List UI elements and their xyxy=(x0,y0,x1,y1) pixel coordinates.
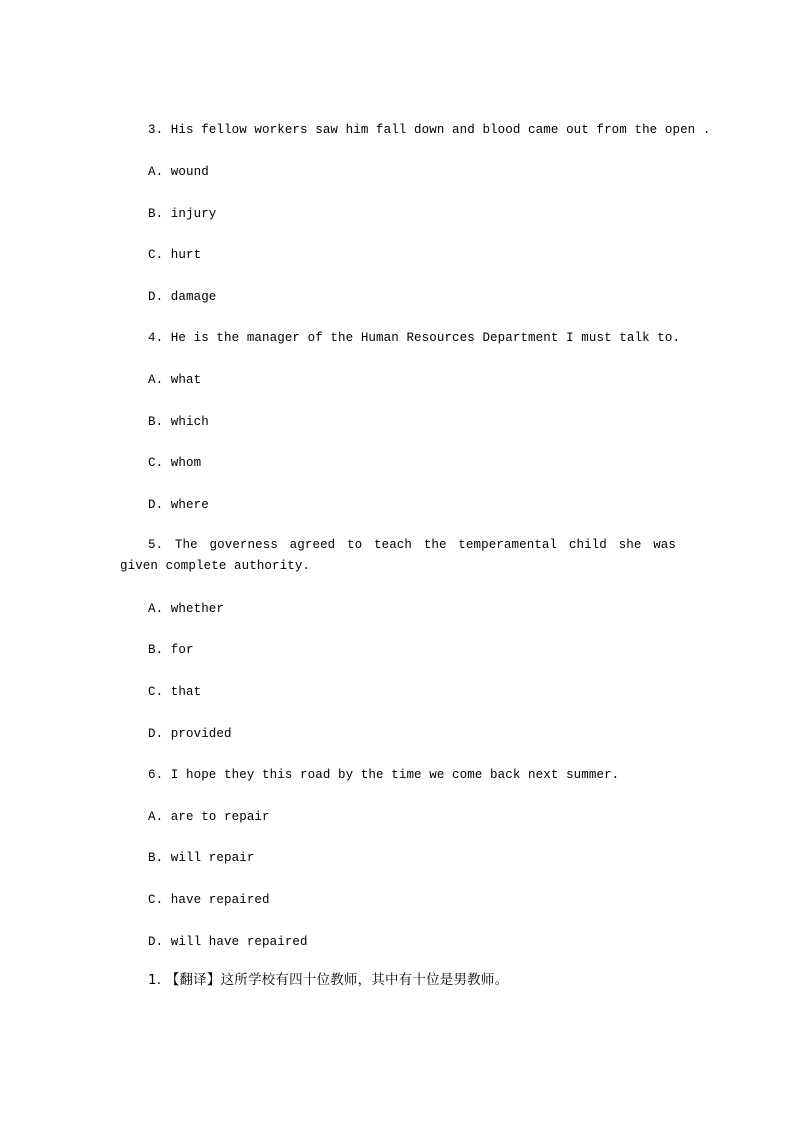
question-5-option-b: B. for xyxy=(148,643,194,657)
question-5-option-d: D. provided xyxy=(148,727,232,741)
question-5-option-c: C. that xyxy=(148,685,202,699)
question-3-option-d: D. damage xyxy=(148,290,217,304)
question-3-option-a: A. wound xyxy=(148,165,209,179)
question-6-option-a: A. are to repair xyxy=(148,810,270,824)
question-5-stem: 5. The governess agreed to teach the temperamental child she was given complete authority. xyxy=(120,538,676,573)
question-3-option-c: C. hurt xyxy=(148,248,202,262)
question-6-stem: 6. I hope they this road by the time we come back next summer. xyxy=(148,768,620,782)
question-6-option-d: D. will have repaired xyxy=(148,935,308,949)
question-4-option-d: D. where xyxy=(148,498,209,512)
question-6-option-b: B. will repair xyxy=(148,851,255,865)
question-5-option-a: A. whether xyxy=(148,602,225,616)
question-4-option-b: B. which xyxy=(148,415,209,429)
question-4-stem: 4. He is the manager of the Human Resources Department I must talk to. xyxy=(148,331,681,345)
question-6-option-c: C. have repaired xyxy=(148,893,270,907)
question-4-option-a: A. what xyxy=(148,373,202,387)
translation-line: 1. 【翻译】这所学校有四十位教师，其中有十位是男教师。 xyxy=(148,972,509,988)
question-4-option-c: C. whom xyxy=(148,456,202,470)
question-3-option-b: B. injury xyxy=(148,207,217,221)
question-3-stem: 3. His fellow workers saw him fall down and blood came out from the open . xyxy=(148,123,711,137)
